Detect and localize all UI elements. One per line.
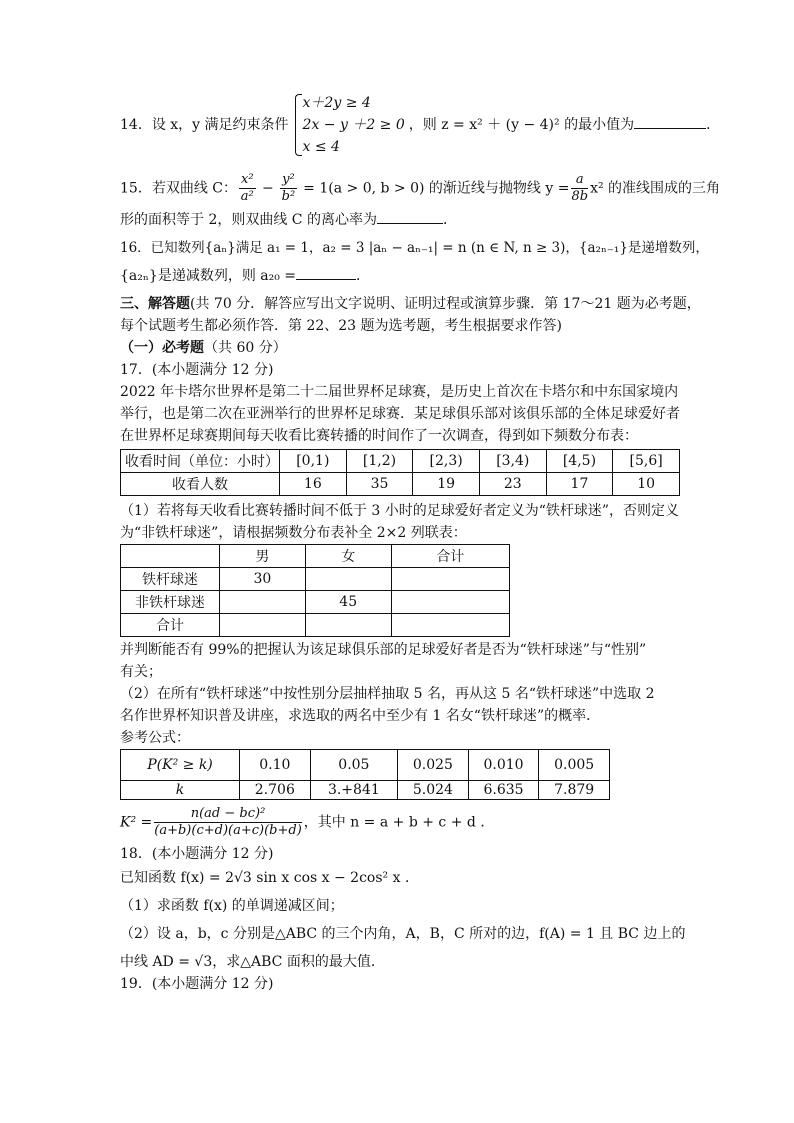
formula-fraction: $\frac{\text{n(ad − bc)²}}{(a+b)(c+d)(a+c)(b+d)}$ [154, 806, 302, 838]
k-squared-formula [120, 806, 680, 839]
table-cell: 合计 [121, 614, 220, 637]
section-3-intro [120, 293, 701, 315]
formula-rest: ，其中 n = a + b + c + d ． [303, 814, 495, 831]
constraint-3: x ≤ 4 [302, 139, 340, 155]
table-cell [391, 568, 509, 591]
table-cell [121, 545, 220, 568]
table-cell: 2.706 [240, 781, 311, 800]
table-row [121, 545, 510, 568]
subsection-points: （共 60 分） [204, 340, 287, 356]
section-3-title: 三、解答题 [120, 296, 190, 312]
q18-l4: 中线 AD = √3，求△ABC 面积的最大值． [120, 954, 385, 970]
table-cell: 45 [305, 591, 391, 614]
q14-prefix: 14．设 x，y 满足约束条件 [120, 117, 289, 133]
table-cell: 0.025 [398, 750, 469, 781]
q19-head: 19．(本小题满分 12 分) [120, 976, 274, 992]
q17-p1: 2022 年卡塔尔世界杯是第二十二届世界杯足球赛，是历史上首次在卡塔尔和中东国家境内 [120, 384, 679, 400]
frequency-table [120, 449, 680, 496]
table-row [121, 568, 510, 591]
table-cell: 7.879 [539, 781, 610, 800]
k-value-table [120, 749, 610, 800]
table-cell [391, 591, 509, 614]
answer-blank-16 [296, 265, 356, 280]
table-cell: 10 [613, 473, 680, 496]
q17-s1-l4: 有关； [120, 664, 162, 680]
q17-p2: 举行，也是第二次在亚洲举行的世界杯足球赛．某足球俱乐部对该俱乐部的全体足球爱好者 [120, 406, 680, 422]
q17-s1-l3: 并判断能否有 99%的把握认为该足球俱乐部的足球爱好者是否为“铁杆球迷”与“性别” [120, 642, 647, 658]
question-15-line2 [120, 209, 680, 231]
section-3-line1: (共 70 分．解答应写出文字说明、证明过程或演算步骤．第 17～21 题为必考题， [190, 296, 701, 312]
fraction-a-8b: $\frac{a}{8b}$ [571, 172, 589, 204]
q18-l2: （1）求函数 f(x) 的单调递减区间； [120, 898, 344, 914]
q17-p3: 在世界杯足球赛期间每天收看比赛转播的时间作了一次调查，得到如下频数分布表： [120, 428, 638, 444]
subsection-required [120, 337, 680, 359]
table-cell [305, 568, 391, 591]
exam-page [120, 92, 721, 995]
constraint-2: 2x − y ＋2 ≥ 0 [302, 117, 405, 133]
table-cell: 6.635 [468, 781, 539, 800]
q15-text-a: 15．若双曲线 C： [120, 180, 237, 197]
table-cell: 0.05 [310, 750, 397, 781]
table-row [121, 450, 680, 473]
q16-line1: 16．已知数列{aₙ}满足 a₁ = 1，a₂ = 3 |aₙ − aₙ₋₁| = n (n ∈ N, n ≥ 3)，{a₂ₙ₋₁}是递增数列， [120, 240, 709, 256]
table-cell: 铁杆球迷 [121, 568, 220, 591]
table-cell: [1,2) [346, 450, 413, 473]
table-cell [220, 591, 306, 614]
table-cell: 19 [413, 473, 480, 496]
table-cell: [0,1) [280, 450, 347, 473]
table-cell: 3.+841 [310, 781, 397, 800]
fraction-y2-b2: $\frac{\text{y²}}{\text{b²}}$ [281, 172, 296, 204]
table-cell: 5.024 [398, 781, 469, 800]
table-cell: 17 [546, 473, 613, 496]
q15-line2-text: 形的面积等于 2，则双曲线 C 的离心率为 [120, 212, 377, 228]
fraction-x2-a2: $\frac{\text{x²}}{\text{a²}}$ [240, 172, 254, 204]
section-3-line2 [120, 315, 680, 337]
q17-ref: 参考公式： [120, 730, 190, 746]
table-row [121, 614, 510, 637]
q17-s1-l2: 为“非铁杆球迷”，请根据频数分布表补全 2×2 列联表： [120, 525, 467, 541]
table-row [121, 750, 610, 781]
q17-s1-l1: （1）若将每天收看比赛转播时间不低于 3 小时的足球爱好者定义为“铁杆球迷”，否则定义 [120, 503, 680, 519]
table-cell [305, 614, 391, 637]
answer-blank-14 [634, 114, 706, 129]
table-cell: k [121, 781, 240, 800]
question-16-line2 [120, 265, 680, 287]
q18-l1: 已知函数 f(x) = 2√3 sin x cos x − 2cos² x ． [120, 870, 419, 886]
q16-suffix: ． [356, 268, 371, 284]
table-cell: 35 [346, 473, 413, 496]
table-cell: 0.005 [539, 750, 610, 781]
table-cell: 女 [305, 545, 391, 568]
q15-suffix: ． [442, 212, 457, 228]
question-14 [120, 92, 721, 158]
answer-blank-15 [377, 209, 443, 224]
table-cell: 30 [220, 568, 306, 591]
question-16 [120, 237, 709, 259]
table-cell: [4,5) [546, 450, 613, 473]
table-cell: 男 [220, 545, 306, 568]
table-cell: 收看时间（单位：小时） [121, 450, 280, 473]
subsection-title: （一）必考题 [120, 340, 204, 356]
q15-minus: − [257, 180, 279, 197]
table-cell [220, 614, 306, 637]
table-cell: 23 [479, 473, 546, 496]
table-cell: 收看人数 [121, 473, 280, 496]
contingency-table [120, 544, 510, 637]
table-cell: [3,4) [479, 450, 546, 473]
constraint-1: x＋2y ≥ 4 [302, 95, 371, 111]
q18-l3: （2）设 a，b，c 分别是△ABC 的三个内角，A，B，C 所对的边，f(A) = 1 且 BC 边上的 [120, 926, 686, 942]
table-row [121, 781, 610, 800]
q15-text-b: = 1(a > 0, b > 0) 的渐近线与抛物线 y = [298, 180, 570, 197]
table-cell: 非铁杆球迷 [121, 591, 220, 614]
table-cell: 0.010 [468, 750, 539, 781]
table-cell: 0.10 [240, 750, 311, 781]
q14-suffix: ． [706, 117, 721, 133]
q17-head: 17．(本小题满分 12 分) [120, 362, 274, 378]
table-cell: [5,6] [613, 450, 680, 473]
question-15 [120, 172, 721, 205]
table-row [121, 473, 680, 496]
constraint-system [293, 92, 405, 158]
section-3-line2-text: 每个试题考生都必须作答．第 22、23 题为选考题，考生根据要求作答) [120, 318, 562, 334]
table-cell: 16 [280, 473, 347, 496]
q17-s2-l1: （2）在所有“铁杆球迷”中按性别分层抽样抽取 5 名，再从这 5 名“铁杆球迷”中选取 2 [120, 686, 655, 702]
q18-head: 18．(本小题满分 12 分) [120, 846, 274, 862]
table-cell [391, 614, 509, 637]
table-cell: 合计 [391, 545, 509, 568]
formula-lhs: K² = [120, 814, 153, 831]
q17-s2-l2: 名作世界杯知识普及讲座，求选取的两名中至少有 1 名女“铁杆球迷”的概率． [120, 708, 601, 724]
table-row [121, 591, 510, 614]
table-cell: P(K² ≥ k) [121, 750, 240, 781]
table-cell: [2,3) [413, 450, 480, 473]
q14-mid: ，则 z = x² ＋ (y − 4)² 的最小值为 [408, 117, 635, 133]
q16-line2: {a₂ₙ}是递减数列，则 a₂₀ = [120, 268, 297, 284]
q15-text-c: x² 的准线围成的三角 [590, 180, 721, 197]
